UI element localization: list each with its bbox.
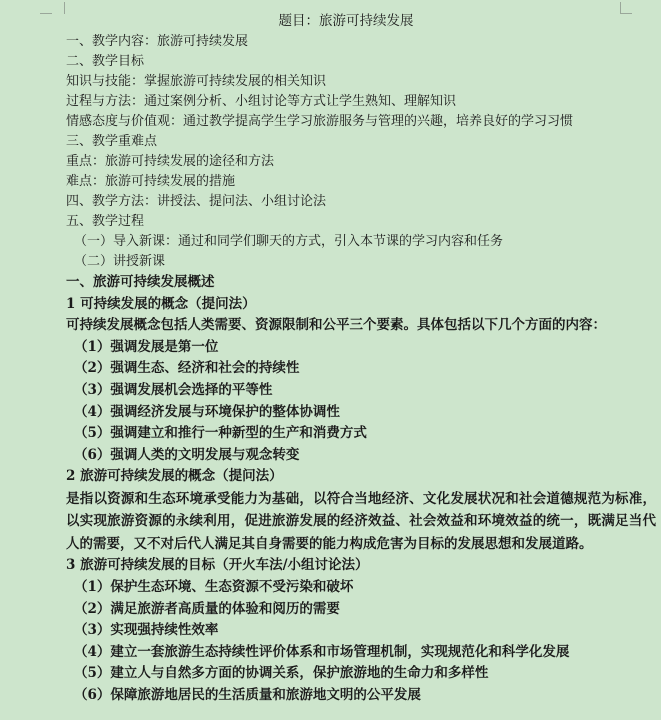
- subsection-2-paragraph: 是指以资源和生态环境承受能力为基础，以符合当地经济、文化发展状况和社会道德规范为标准，以实现旅游资源的永续利用，促进旅游发展的经济效益、社会效益和环境效益的统一，既满足当代人的需要，又不对后代人满足其自身需要的能力构成危害为目标的发展思想和发展道路。: [66, 490, 656, 552]
- list-item: （4）强调经济发展与环境保护的整体协调性: [74, 403, 340, 420]
- list-item: （3）强调发展机会选择的平等性: [74, 381, 273, 398]
- section-objectives: 二、教学目标: [66, 54, 145, 69]
- objective-knowledge: 知识与技能：掌握旅游可持续发展的相关知识: [66, 74, 327, 89]
- difficult-point: 难点：旅游可持续发展的措施: [66, 174, 236, 189]
- section-content: 一、教学内容：旅游可持续发展: [66, 34, 249, 49]
- section-methods: 四、教学方法：讲授法、提问法、小组讨论法: [66, 194, 327, 209]
- key-point: 重点：旅游可持续发展的途径和方法: [66, 154, 275, 169]
- margin-corner-mark-left-h: [40, 13, 52, 14]
- objective-process: 过程与方法：通过案例分析、小组讨论等方式让学生熟知、理解知识: [66, 94, 457, 109]
- margin-corner-mark-left: [52, 2, 65, 14]
- list-item: （2）强调生态、经济和社会的持续性: [74, 360, 300, 377]
- section-key-points: 三、教学重难点: [66, 134, 158, 149]
- list-item: （2）满足旅游者高质量的体验和阅历的需要: [74, 600, 340, 617]
- subsection-1-title: 1 可持续发展的概念（提问法）: [66, 295, 256, 312]
- subsection-1-intro: 可持续发展概念包括人类需要、资源限制和公平三个要素。具体包括以下几个方面的内容：: [66, 317, 606, 334]
- list-item: （5）强调建立和推行一种新型的生产和消费方式: [74, 425, 367, 442]
- list-item: （1）强调发展是第一位: [74, 338, 219, 355]
- list-item: （1）保护生态环境、生态资源不受污染和破坏: [74, 579, 354, 596]
- objective-attitude: 情感态度与价值观：通过教学提高学生学习旅游服务与管理的兴趣，培养良好的学习习惯: [66, 114, 574, 129]
- list-item: （6）强调人类的文明发展与观念转变: [74, 446, 300, 463]
- list-item: （6）保障旅游地居民的生活质量和旅游地文明的公平发展: [74, 687, 421, 703]
- list-item: （4）建立一套旅游生态持续性评价体系和市场管理机制，实现规范化和科学化发展: [74, 643, 570, 660]
- subsection-3-title: 3 旅游可持续发展的目标（开火车法/小组讨论法）: [66, 557, 369, 574]
- subsection-2-title: 2 旅游可持续发展的概念（提问法）: [66, 468, 283, 485]
- process-teach: （二）讲授新课: [74, 254, 166, 269]
- section-process: 五、教学过程: [66, 214, 145, 229]
- bold-heading: 一、旅游可持续发展概述: [66, 274, 215, 290]
- document-title: 题目：旅游可持续发展: [278, 13, 414, 29]
- list-item: （5）建立人与自然多方面的协调关系，保护旅游地的生命力和多样性: [74, 665, 489, 682]
- document-page: [66, 10, 656, 707]
- process-intro: （一）导入新课：通过和同学们聊天的方式，引入本节课的学习内容和任务: [74, 234, 504, 249]
- list-item: （3）实现强持续性效率: [74, 622, 219, 639]
